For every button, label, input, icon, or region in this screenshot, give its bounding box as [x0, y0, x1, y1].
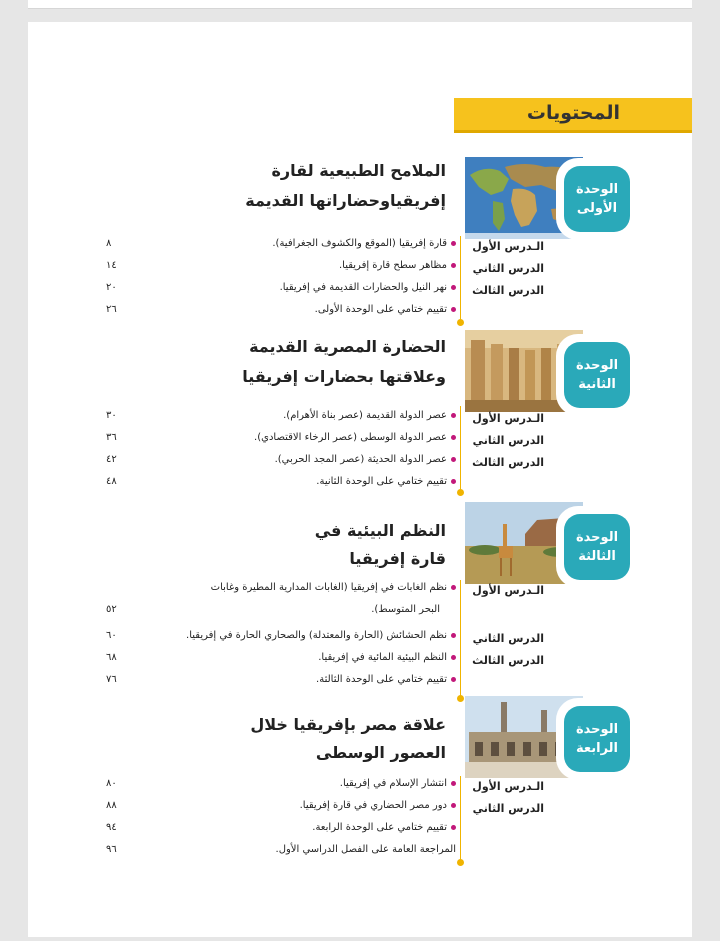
toc-entry[interactable]: عصر الدولة الوسطى (عصر الرخاء الاقتصادي). [254, 432, 456, 443]
unit-title-line2: وعلاقتها بحضارات إفريقيا [242, 367, 446, 386]
bullet-icon [451, 457, 456, 462]
toc-header-banner [454, 98, 692, 133]
bullet-icon [451, 781, 456, 786]
unit-title-line2: إفريقياوحضاراتها القديمة [245, 191, 446, 210]
unit-badge-number: الثانية [578, 377, 616, 392]
toc-entry[interactable]: عصر الدولة الحديثة (عصر المجد الحربي). [275, 454, 456, 465]
unit-badge [560, 162, 634, 236]
bullet-icon [451, 677, 456, 682]
unit-badge-number: الثالثة [578, 549, 616, 564]
lesson-label: الدرس الثاني [472, 632, 544, 645]
page-number: ٦٨ [106, 652, 117, 663]
toc-entry[interactable]: نهر النيل والحضارات القديمة في إفريقيا. [280, 282, 456, 293]
unit-badge-number: الأولى [576, 201, 618, 216]
toc-page [28, 22, 692, 937]
unit-title-line2: قارة إفريقيا [349, 549, 446, 568]
toc-entry[interactable]: دور مصر الحضاري في قارة إفريقيا. [300, 800, 456, 811]
page-number: ٧٦ [106, 674, 117, 685]
page-number: ٩٦ [106, 844, 117, 855]
unit-title-line1: الحضارة المصرية القديمة [249, 337, 446, 356]
lesson-label: الدرس الثالث [472, 456, 544, 469]
bullet-icon [451, 263, 456, 268]
bullet-icon [451, 825, 456, 830]
toc-entry[interactable]: المراجعة العامة على الفصل الدراسي الأول. [275, 844, 456, 855]
page-number: ٨٠ [106, 778, 117, 789]
lesson-label: الـدرس الأول [472, 240, 544, 253]
bullet-icon [451, 633, 456, 638]
toc-entry[interactable]: عصر الدولة القديمة (عصر بناة الأهرام). [283, 410, 456, 421]
toc-entry-continuation[interactable]: البحر المتوسط). [371, 604, 440, 615]
toc-entry[interactable]: تقييم ختامي على الوحدة الأولى. [315, 304, 456, 315]
bullet-icon [451, 655, 456, 660]
bullet-icon [451, 241, 456, 246]
bullet-icon [451, 285, 456, 290]
lesson-label: الـدرس الأول [472, 412, 544, 425]
unit-badge-label: الوحدة [575, 182, 619, 197]
lesson-label: الـدرس الأول [472, 584, 544, 597]
previous-page-edge [28, 0, 692, 9]
toc-entry[interactable]: نظم الحشائش (الحارة والمعتدلة) والصحاري الحارة في إفريقيا. [186, 630, 456, 641]
unit-badge-label: الوحدة [575, 530, 619, 545]
lesson-label: الـدرس الأول [472, 780, 544, 793]
unit-badge [560, 338, 634, 412]
unit-badge-number: الرابعة [576, 741, 618, 756]
toc-entry[interactable]: انتشار الإسلام في إفريقيا. [340, 778, 456, 789]
toc-entry[interactable]: تقييم ختامي على الوحدة الرابعة. [312, 822, 456, 833]
bullet-icon [451, 307, 456, 312]
bullet-icon [451, 585, 456, 590]
toc-title: المحتويات [526, 102, 620, 124]
timeline-line [460, 580, 461, 696]
unit-title-line2: العصور الوسطى [315, 743, 446, 762]
toc-entry[interactable]: نظم الغابات في إفريقيا (الغابات المدارية المطيرة وغابات [211, 582, 456, 593]
toc-entry[interactable]: تقييم ختامي على الوحدة الثانية. [316, 476, 456, 487]
bullet-icon [451, 413, 456, 418]
lesson-label: الدرس الثالث [472, 654, 544, 667]
page-number: ٤٨ [106, 476, 117, 487]
page-number: ٩٤ [106, 822, 117, 833]
page-number: ٣٠ [106, 410, 117, 421]
lesson-label: الدرس الثاني [472, 802, 544, 815]
unit-badge-label: الوحدة [575, 358, 619, 373]
page-number: ٤٢ [106, 454, 117, 465]
page-number: ٢٠ [106, 282, 117, 293]
lesson-label: الدرس الثاني [472, 434, 544, 447]
lesson-label: الدرس الثاني [472, 262, 544, 275]
page-number: ٦٠ [106, 630, 117, 641]
page-number: ٢٦ [106, 304, 117, 315]
unit-badge [560, 510, 634, 584]
bullet-icon [451, 479, 456, 484]
timeline-line [460, 406, 461, 490]
timeline-line [460, 236, 461, 320]
lesson-label: الدرس الثالث [472, 284, 544, 297]
timeline-line [460, 776, 461, 860]
toc-entry[interactable]: تقييم ختامي على الوحدة الثالثة. [316, 674, 456, 685]
unit-badge [560, 702, 634, 776]
bullet-icon [451, 435, 456, 440]
page-number: ٥٢ [106, 604, 117, 615]
page-number: ٣٦ [106, 432, 117, 443]
toc-entry[interactable]: النظم البيئية المائية في إفريقيا. [318, 652, 456, 663]
toc-entry[interactable]: مظاهر سطح قارة إفريقيا. [339, 260, 456, 271]
page-number: ٨ [106, 238, 112, 249]
page-number: ٨٨ [106, 800, 117, 811]
bullet-icon [451, 803, 456, 808]
unit-title-line1: النظم البيئية في [314, 521, 446, 540]
toc-entry[interactable]: قارة إفريقيا (الموقع والكشوف الجغرافية). [272, 238, 456, 249]
page-number: ١٤ [106, 260, 117, 271]
unit-title-line1: الملامح الطبيعية لقارة [271, 161, 446, 180]
unit-badge-label: الوحدة [575, 722, 619, 737]
unit-title-line1: علاقة مصر بإفريقيا خلال [250, 715, 446, 734]
